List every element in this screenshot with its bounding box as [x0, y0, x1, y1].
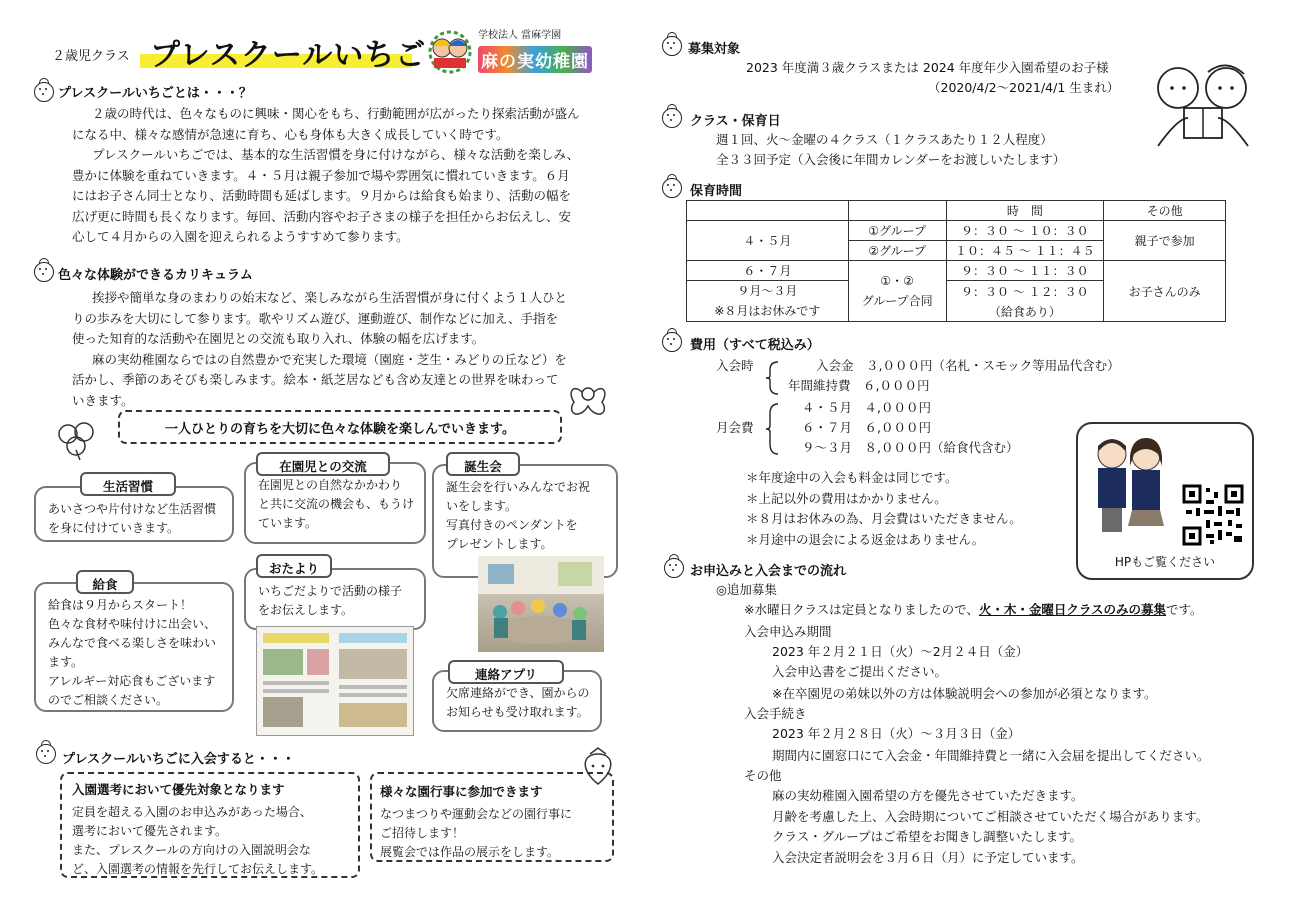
- card-line: 欠席連絡ができ、園からの: [446, 686, 590, 700]
- join-heading: プレスクールいちごに入会すると・・・: [62, 752, 295, 767]
- strawberry-icon: [36, 744, 56, 764]
- card-line: あいさつや片付けなど生活習慣: [48, 502, 217, 516]
- about-heading: プレスクールいちごとは・・・？: [58, 86, 252, 101]
- apply-period: 2023 年２月２１日（火）～2月２４日（金）: [772, 644, 1029, 659]
- card-line: と共に交流の機会も、もうけ: [258, 497, 415, 511]
- hours-heading: 保育時間: [690, 184, 743, 199]
- fees-note: ＊月途中の退会による返金はありません。: [746, 531, 985, 547]
- table-cell: ９：３０ ～ １０：３０: [946, 221, 1104, 241]
- hp-box[interactable]: [1076, 422, 1254, 580]
- recruit-heading: 募集対象: [688, 42, 741, 57]
- join-box-events-content: [380, 782, 610, 862]
- card-tag-newsletter: おたより: [256, 554, 332, 578]
- card-tag-habits: 生活習慣: [80, 472, 176, 496]
- fees-monthly-label: 月会費: [716, 420, 754, 435]
- recruit-line: （2020/4/2～2021/4/1 生まれ）: [928, 80, 1120, 95]
- fees-note: ＊上記以外の費用はかかりません。: [746, 490, 947, 506]
- curriculum-heading: 色々な体験ができるカリキュラム: [58, 268, 253, 283]
- strawberry-icon: [662, 36, 682, 56]
- card-line: 写真付きのペンダントを: [446, 518, 578, 532]
- birthday-photo: [478, 556, 604, 652]
- apply-period-label: 入会申込み期間: [744, 624, 832, 639]
- table-cell: [848, 261, 946, 322]
- apply-proc-text: 期間内に園窓口にて入会金・年間維持費と一緒に入会届を提出してください。: [772, 748, 1210, 763]
- card-tag-birthday: 誕生会: [446, 452, 520, 476]
- card-line: ます。: [48, 655, 84, 669]
- table-cell: ②グループ: [848, 241, 946, 261]
- table-cell: （給食あり）: [946, 301, 1104, 322]
- card-line: いちごだよりで活動の様子: [258, 584, 403, 598]
- join-box-priority-content: [72, 780, 356, 879]
- table-cell: ６・７月: [687, 261, 849, 281]
- classes-heading: クラス・保育日: [690, 114, 781, 129]
- apply-submit: 入会申込書をご提出ください。: [772, 664, 948, 679]
- uniform-kids-illustration: [1084, 432, 1174, 548]
- curriculum-line: 使った知育的な活動や在園児との交流も取り入れ、体験の幅を広げます。: [72, 331, 485, 346]
- apply-extra: ◎追加募集: [716, 582, 777, 597]
- card-line: いをします。: [446, 499, 518, 513]
- join-box-line: ご招待します！: [380, 826, 465, 840]
- strawberry-icon: [34, 82, 54, 102]
- table-header-time: 時 間: [946, 201, 1104, 221]
- card-line: を身に付けていきます。: [48, 521, 180, 535]
- curriculum-line: 挨拶や簡単な身のまわりの始末など、楽しみながら生活習慣が身に付くよう１人ひと: [92, 290, 568, 305]
- card-line: アレルギー対応食もございます: [48, 674, 216, 688]
- card-line: ています。: [258, 516, 318, 530]
- apply-other-line: 月齢を考慮した上、入会時期についてご相談させていただく場合があります。: [772, 808, 1209, 824]
- table-cell: １０：４５ ～ １１：４５: [946, 241, 1104, 261]
- curriculum-text: [72, 288, 642, 411]
- apply-other-line: 麻の実幼稚園入園希望の方を優先させていただきます。: [772, 788, 1084, 803]
- strawberry-icon: [34, 262, 54, 282]
- table-cell: ９：３０ ～ １１：３０: [946, 261, 1104, 281]
- apply-note: [744, 600, 1203, 621]
- curriculum-line: 活かし、季節のあそびも楽しみます。絵本・紙芝居なども含め友達との世界を味わって: [72, 372, 559, 387]
- about-line: 心して４月からの入園を迎えられるようすすめて参ります。: [72, 229, 409, 244]
- newsletter-thumbnail: [256, 626, 414, 736]
- card-tag-app: 連絡アプリ: [448, 660, 564, 684]
- about-line: にはお子さん同士となり、活動時間も延ばします。９月からは給食も始まり、活動の幅を: [72, 188, 572, 203]
- hp-label: HPもご覧ください: [1114, 555, 1216, 569]
- join-box-line: 選考において優先されます。: [72, 824, 228, 838]
- curriculum-line: りの歩みを大切にして参ります。歌やリズム遊び、運動遊び、制作などに加え、手指を: [72, 310, 559, 326]
- classes-line: 週１回、火～金曜の４クラス（１クラスあたり１２人程度）: [716, 132, 1053, 147]
- table-cell: お子さんのみ: [1104, 261, 1226, 322]
- table-cell: ①グループ: [848, 221, 946, 241]
- table-cell-line: ９月～３月: [737, 284, 798, 298]
- table-row: [687, 221, 1226, 241]
- apply-note-emphasis: 火・木・金曜日クラスのみの募集: [978, 602, 1166, 617]
- join-box-line: なつまつりや運動会などの園行事に: [380, 807, 573, 821]
- table-cell: [848, 201, 946, 221]
- strawberry-icon: [662, 332, 682, 352]
- fees-month-line: ６・７月 ６,０００円: [802, 420, 931, 435]
- table-row: [687, 201, 1226, 221]
- join-box-title: 入園選考において優先対象となります: [72, 782, 285, 797]
- card-tag-exchange: 在園児との交流: [256, 452, 390, 476]
- qr-code-icon[interactable]: [1182, 484, 1244, 546]
- fees-brace-icon: [764, 360, 780, 399]
- fees-entry: 入会金 ３,０００円（名札・スモック等用品代含む）: [816, 358, 1120, 373]
- about-line: になる中、様々な感情が急速に育ち、心も身体も大きく成長していく時です。: [72, 126, 509, 142]
- table-cell-line: ※８月はお休みです: [714, 304, 821, 318]
- apply-other-line: クラス・グループはご希望をお聞きし調整いたします。: [772, 829, 1083, 844]
- apply-heading: お申込みと入会までの流れ: [690, 564, 847, 579]
- hours-table: [686, 200, 1226, 322]
- curriculum-banner: 一人ひとりの育ちを大切に色々な体験を楽しんでいきます。: [165, 422, 515, 437]
- card-line: 給食は９月からスタート！: [48, 598, 193, 612]
- apply-other-label: その他: [744, 768, 782, 783]
- strawberry-icon: [664, 558, 684, 578]
- apply-sibling: ※在卒園児の弟妹以外の方は体験説明会への参加が必須となります。: [772, 686, 1157, 701]
- card-lunch: [34, 582, 234, 712]
- card-tag-lunch: 給食: [76, 570, 134, 594]
- apply-proc: 2023 年２月２８日（火）～３月３日（金）: [772, 726, 1021, 741]
- card-line: プレゼントします。: [446, 537, 553, 551]
- table-cell: ４・５月: [687, 221, 849, 261]
- fees-notes: [746, 468, 1022, 550]
- recruit-line: 2023 年度満３歳クラスまたは 2024 年度年少入園希望のお子様: [746, 60, 1109, 75]
- table-cell-line: ①・②: [880, 274, 914, 288]
- fees-note: ＊８月はお休みの為、月会費はいただきません。: [746, 511, 1022, 526]
- strawberry-icon: [662, 178, 682, 198]
- card-line: 色々な食材や味付けに出会い、: [48, 617, 217, 631]
- strawberry-icon: [662, 108, 682, 128]
- card-line: お知らせも受け取れます。: [446, 705, 589, 719]
- curriculum-line: いきます。: [72, 392, 134, 408]
- table-header-other: その他: [1104, 201, 1226, 221]
- fees-brace-icon: [764, 402, 780, 459]
- about-text: [72, 104, 642, 248]
- apply-others: [772, 786, 1208, 868]
- school-name: 麻の実幼稚園: [478, 46, 592, 73]
- card-line: 在園児との自然なかかわり: [258, 478, 403, 492]
- apply-note-text: です。: [1166, 602, 1203, 617]
- about-line: 豊かに体験を重ねていきます。４・５月は親子参加で場や雰囲気に慣れていきます。６月: [72, 167, 570, 183]
- butterfly-icon: [566, 380, 610, 425]
- kids-reading-illustration: [1148, 58, 1258, 153]
- join-box-line: 定員を超える入園のお申込みがあった場合、: [72, 805, 312, 819]
- about-line: プレスクールいちごでは、基本的な生活習慣を身に付けながら、様々な活動を楽しみ、: [92, 147, 580, 162]
- card-line: をお伝えします。: [258, 603, 354, 617]
- school-corp: 学校法人 當麻学園: [478, 30, 562, 41]
- clover-icon: [54, 420, 104, 463]
- fees-month-line: ９～３月 ８,０００円（給食代含む）: [802, 440, 1019, 455]
- classes-line: 全３３回予定（入会後に年間カレンダーをお渡しいたします）: [716, 152, 1066, 167]
- table-cell: ９：３０ ～ １２：３０: [946, 281, 1104, 302]
- join-box-line: ど、入園選考の情報を先行してお伝えします。: [72, 862, 324, 876]
- join-box-line: 展覧会では作品の展示をします。: [380, 845, 560, 859]
- card-line: みんなで食べる楽しさを味わい: [48, 636, 217, 650]
- fees-annual: 年間維持費 ６,０００円: [788, 378, 930, 393]
- apply-note-text: ※水曜日クラスは定員となりましたので、: [744, 602, 979, 617]
- table-cell: 親子で参加: [1104, 221, 1226, 261]
- apply-other-line: 入会決定者説明会を３月６日（月）に予定しています。: [772, 849, 1084, 865]
- about-line: 広げ更に時間も長くなります。毎回、活動内容やお子さまの様子を担任からお伝えし、安: [72, 208, 572, 224]
- card-line: 誕生会を行いみんなでお祝: [446, 480, 591, 494]
- fees-join-label: 入会時: [716, 358, 754, 373]
- school-logo-icon: [422, 28, 478, 77]
- apply-proc-label: 入会手続き: [744, 706, 807, 721]
- about-line: ２歳の時代は、色々なものに興味・関心をもち、行動範囲が広がったり探索活動が盛ん: [92, 106, 580, 121]
- class-label: ２歳児クラス: [52, 49, 130, 64]
- table-row: [687, 261, 1226, 281]
- curriculum-line: 麻の実幼稚園ならではの自然豊かで充実した環境（園庭・芝生・みどりの丘など）を: [92, 351, 567, 367]
- table-cell-line: グループ合同: [861, 294, 933, 308]
- card-line: のでご相談ください。: [48, 693, 169, 707]
- fees-month-line: ４・５月 ４,０００円: [802, 400, 931, 415]
- join-box-line: また、プレスクールの方向けの入園説明会な: [72, 843, 311, 857]
- table-cell: [687, 201, 849, 221]
- fees-heading: 費用（すべて税込み）: [690, 338, 820, 353]
- fees-note: ＊年度途中の入会も料金は同じです。: [746, 470, 958, 485]
- table-cell: [687, 281, 849, 322]
- page-title: プレスクールいちご: [150, 38, 427, 73]
- join-box-title: 様々な園行事に参加できます: [380, 784, 543, 799]
